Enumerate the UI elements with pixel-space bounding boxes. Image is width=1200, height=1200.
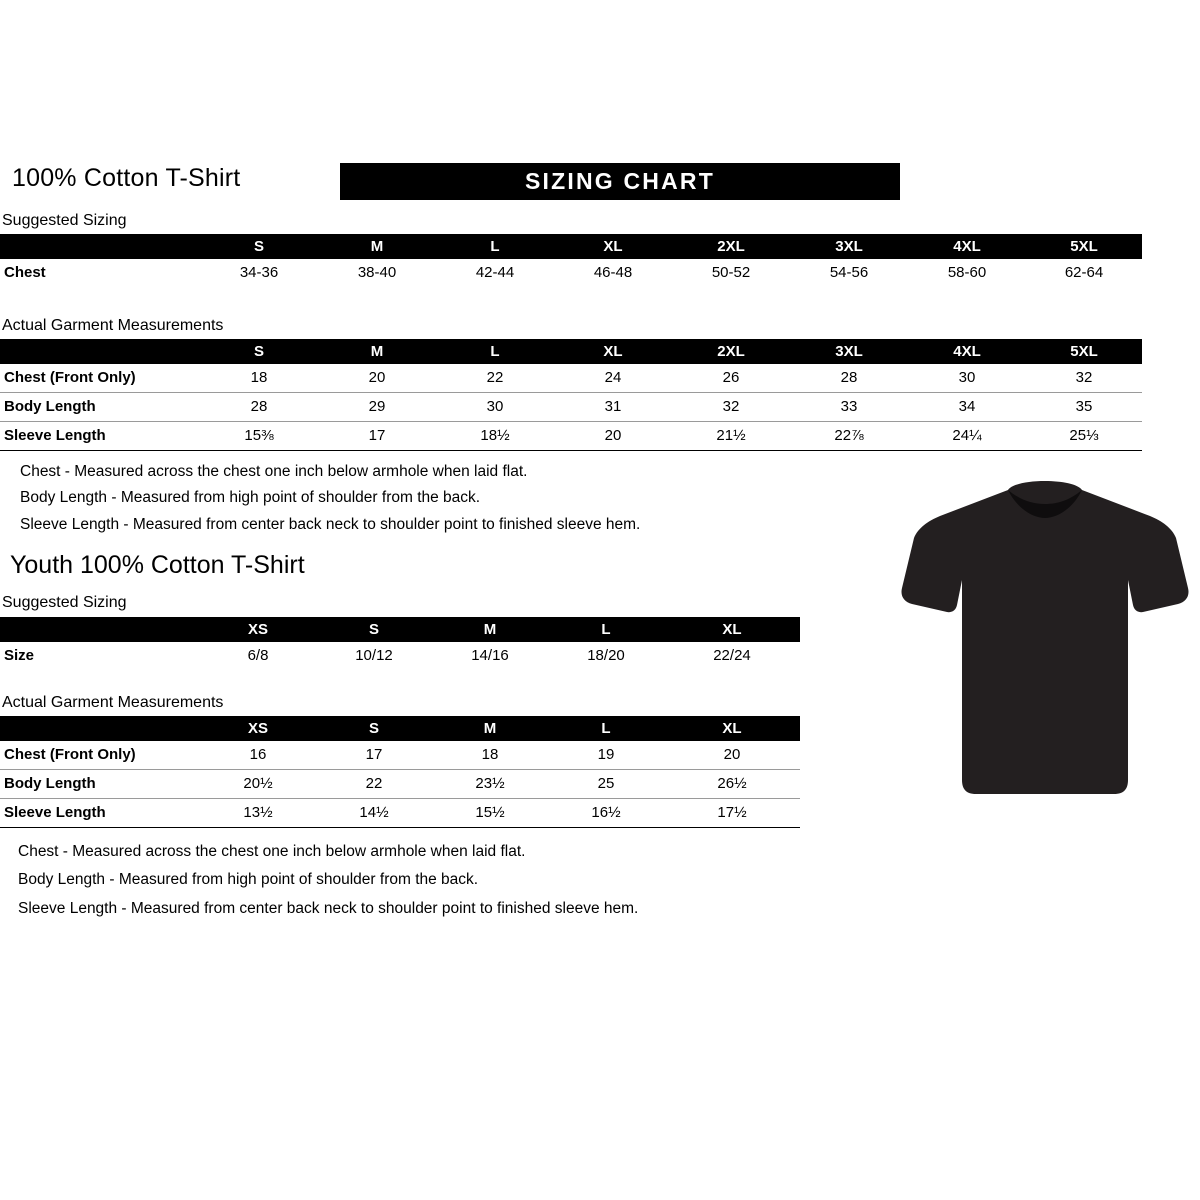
- cell: 15⅜: [200, 422, 318, 451]
- table-row: [0, 642, 800, 670]
- cell: 20: [554, 422, 672, 451]
- cell: 17: [318, 422, 436, 451]
- youth-actual-measurements-table: [0, 716, 800, 828]
- cell: 31: [554, 393, 672, 422]
- adult-actual-measurements-label: Actual Garment Measurements: [2, 317, 224, 334]
- cell: 35: [1026, 393, 1142, 422]
- cell: 18½: [436, 422, 554, 451]
- cell: 6/8: [247, 647, 269, 664]
- col-header-m: M: [370, 343, 384, 360]
- col-header-m: M: [483, 621, 497, 638]
- col-header-blank: [0, 234, 200, 259]
- adult-note-body-length: Body Length - Measured from high point of shoulder from the back.: [20, 489, 481, 506]
- cell: 18: [432, 741, 548, 770]
- col-header-4xl: 4XL: [953, 238, 981, 255]
- adult-section-title: 100% Cotton T-Shirt: [12, 164, 241, 192]
- cell: 34-36: [239, 264, 279, 281]
- cell: 30: [436, 393, 554, 422]
- table-row: [0, 364, 1142, 393]
- cell: 33: [790, 393, 908, 422]
- col-header-s: S: [253, 238, 264, 255]
- col-header-xl: XL: [603, 343, 623, 360]
- cell: 19: [548, 741, 664, 770]
- col-header-l: L: [490, 343, 500, 360]
- col-header-2xl: 2XL: [717, 238, 745, 255]
- cell: 26: [672, 364, 790, 393]
- table-header-row: [0, 617, 800, 642]
- table-row: [0, 799, 800, 828]
- youth-note-sleeve-length: Sleeve Length - Measured from center back neck to shoulder point to finished sleeve hem.: [18, 900, 639, 917]
- col-header-4xl: 4XL: [953, 343, 981, 360]
- table-row: [0, 770, 800, 799]
- row-label-sleeve-length: Sleeve Length: [0, 799, 200, 828]
- cell: 22: [316, 770, 432, 799]
- adult-suggested-sizing-table: [0, 234, 1142, 287]
- cell: 18/20: [587, 647, 625, 664]
- row-label-chest: Chest: [4, 264, 46, 281]
- cell: 62-64: [1064, 264, 1104, 281]
- col-header-xl: XL: [603, 238, 623, 255]
- row-label-chest-front-only: Chest (Front Only): [0, 364, 200, 393]
- col-header-s: S: [368, 720, 379, 737]
- cell: 18: [200, 364, 318, 393]
- cell: 20: [664, 741, 800, 770]
- col-header-xs: XS: [247, 621, 268, 638]
- cell: 54-56: [829, 264, 869, 281]
- cell: 23½: [432, 770, 548, 799]
- col-header-s: S: [253, 343, 264, 360]
- cell: 17½: [664, 799, 800, 828]
- cell: 22⅞: [790, 422, 908, 451]
- cell: 50-52: [711, 264, 751, 281]
- cell: 20: [318, 364, 436, 393]
- cell: 15½: [432, 799, 548, 828]
- cell: 22: [436, 364, 554, 393]
- adult-note-sleeve-length: Sleeve Length - Measured from center back neck to shoulder point to finished sleeve hem.: [20, 516, 641, 533]
- cell: 30: [908, 364, 1026, 393]
- col-header-m: M: [370, 238, 384, 255]
- col-header-l: L: [490, 238, 500, 255]
- cell: 24: [554, 364, 672, 393]
- youth-note-body-length: Body Length - Measured from high point of shoulder from the back.: [18, 871, 479, 888]
- adult-note-chest: Chest - Measured across the chest one inch below armhole when laid flat.: [20, 463, 528, 480]
- youth-suggested-sizing-table: [0, 617, 800, 670]
- youth-note-chest: Chest - Measured across the chest one inch below armhole when laid flat.: [18, 843, 526, 860]
- table-row: [0, 259, 1142, 287]
- col-header-5xl: 5XL: [1070, 238, 1098, 255]
- col-header-xl: XL: [722, 621, 742, 638]
- cell: 25⅓: [1026, 422, 1142, 451]
- cell: 58-60: [947, 264, 987, 281]
- row-label-body-length: Body Length: [0, 770, 200, 799]
- cell: 13½: [200, 799, 316, 828]
- cell: 29: [318, 393, 436, 422]
- table-row: [0, 741, 800, 770]
- col-header-3xl: 3XL: [835, 343, 863, 360]
- cell: 20½: [200, 770, 316, 799]
- cell: 10/12: [355, 647, 393, 664]
- cell: 17: [316, 741, 432, 770]
- cell: 34: [908, 393, 1026, 422]
- col-header-l: L: [601, 720, 611, 737]
- cell: 28: [200, 393, 318, 422]
- col-header-3xl: 3XL: [835, 238, 863, 255]
- table-row: [0, 422, 1142, 451]
- youth-suggested-sizing-label: Suggested Sizing: [2, 594, 127, 611]
- youth-actual-measurements-label: Actual Garment Measurements: [2, 694, 224, 711]
- sizing-chart-banner: [340, 163, 900, 200]
- cell: 26½: [664, 770, 800, 799]
- cell: 16½: [548, 799, 664, 828]
- sizing-chart-banner-label: SIZING CHART: [525, 168, 715, 194]
- cell: 14½: [316, 799, 432, 828]
- col-header-blank: [0, 339, 200, 364]
- row-label-chest-front-only: Chest (Front Only): [0, 741, 200, 770]
- cell: 32: [1026, 364, 1142, 393]
- cell: 25: [548, 770, 664, 799]
- col-header-blank: [0, 716, 200, 741]
- row-label-sleeve-length: Sleeve Length: [0, 422, 200, 451]
- cell: 28: [790, 364, 908, 393]
- adult-actual-measurements-table: [0, 339, 1142, 451]
- tshirt-illustration: [900, 480, 1190, 810]
- cell: 38-40: [357, 264, 397, 281]
- table-header-row: [0, 234, 1142, 259]
- cell: 14/16: [471, 647, 509, 664]
- col-header-5xl: 5XL: [1070, 343, 1098, 360]
- tshirt-icon: [900, 480, 1190, 810]
- cell: 22/24: [713, 647, 751, 664]
- table-header-row: [0, 339, 1142, 364]
- cell: 21½: [672, 422, 790, 451]
- col-header-2xl: 2XL: [717, 343, 745, 360]
- col-header-l: L: [601, 621, 611, 638]
- col-header-xl: XL: [722, 720, 742, 737]
- cell: 16: [200, 741, 316, 770]
- cell: 42-44: [475, 264, 515, 281]
- table-header-row: [0, 716, 800, 741]
- col-header-m: M: [483, 720, 497, 737]
- table-row: [0, 393, 1142, 422]
- col-header-blank: [0, 617, 200, 642]
- cell: 46-48: [593, 264, 633, 281]
- adult-suggested-sizing-label: Suggested Sizing: [2, 212, 127, 229]
- youth-section-title: Youth 100% Cotton T-Shirt: [10, 551, 305, 579]
- cell: 32: [672, 393, 790, 422]
- row-label-body-length: Body Length: [0, 393, 200, 422]
- col-header-s: S: [368, 621, 379, 638]
- row-label-size: Size: [4, 647, 35, 664]
- col-header-xs: XS: [247, 720, 268, 737]
- cell: 24¼: [908, 422, 1026, 451]
